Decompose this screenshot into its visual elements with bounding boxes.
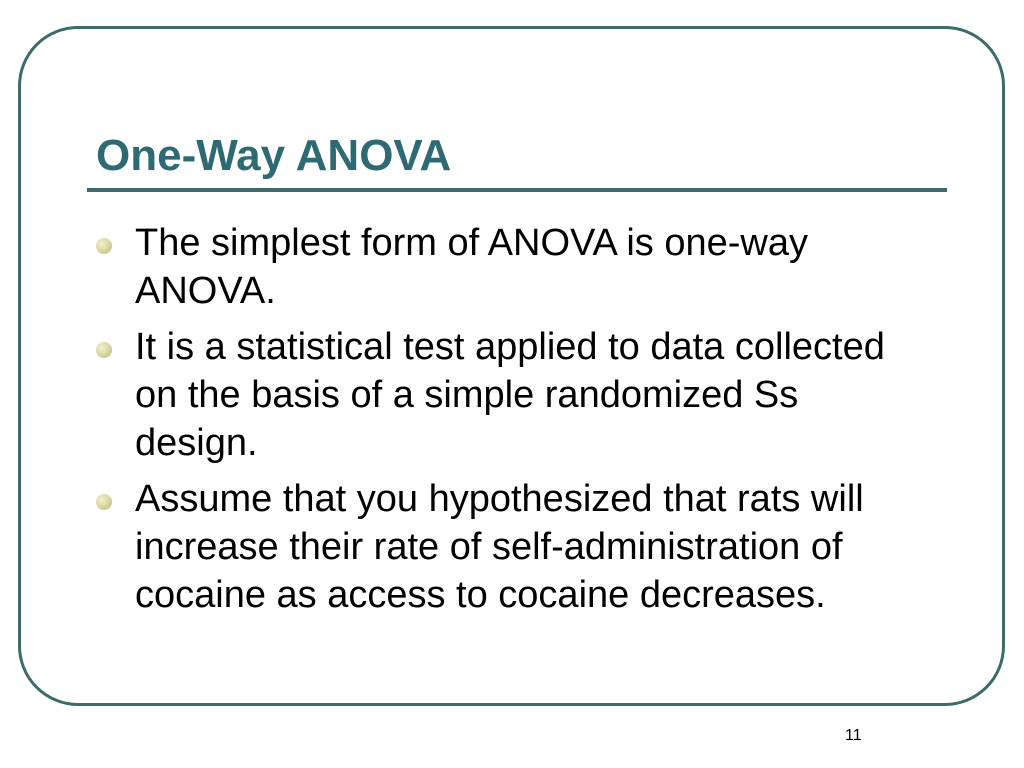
bullet-dot-icon [96, 494, 112, 510]
title-underline [87, 188, 947, 192]
bullet-text-2: It is a statistical test applied to data collected on the basis of a simple randomized Ss design. [135, 326, 885, 464]
bullet-text-3: Assume that you hypothesized that rats will increase their rate of self-administration of cocaine as access to cocaine decreases. [135, 478, 864, 616]
bullet-text-1: The simplest form of ANOVA is one-way ANOVA. [135, 222, 808, 312]
bullet-dot-icon [96, 238, 112, 254]
bullet-item-2 [96, 323, 926, 467]
bullet-dot-icon [96, 342, 112, 358]
bullet-item-1 [96, 219, 926, 315]
bullet-list [96, 219, 926, 627]
page-number: 11 [845, 727, 862, 744]
slide-title: One-Way ANOVA [96, 131, 452, 180]
bullet-item-3 [96, 475, 926, 619]
